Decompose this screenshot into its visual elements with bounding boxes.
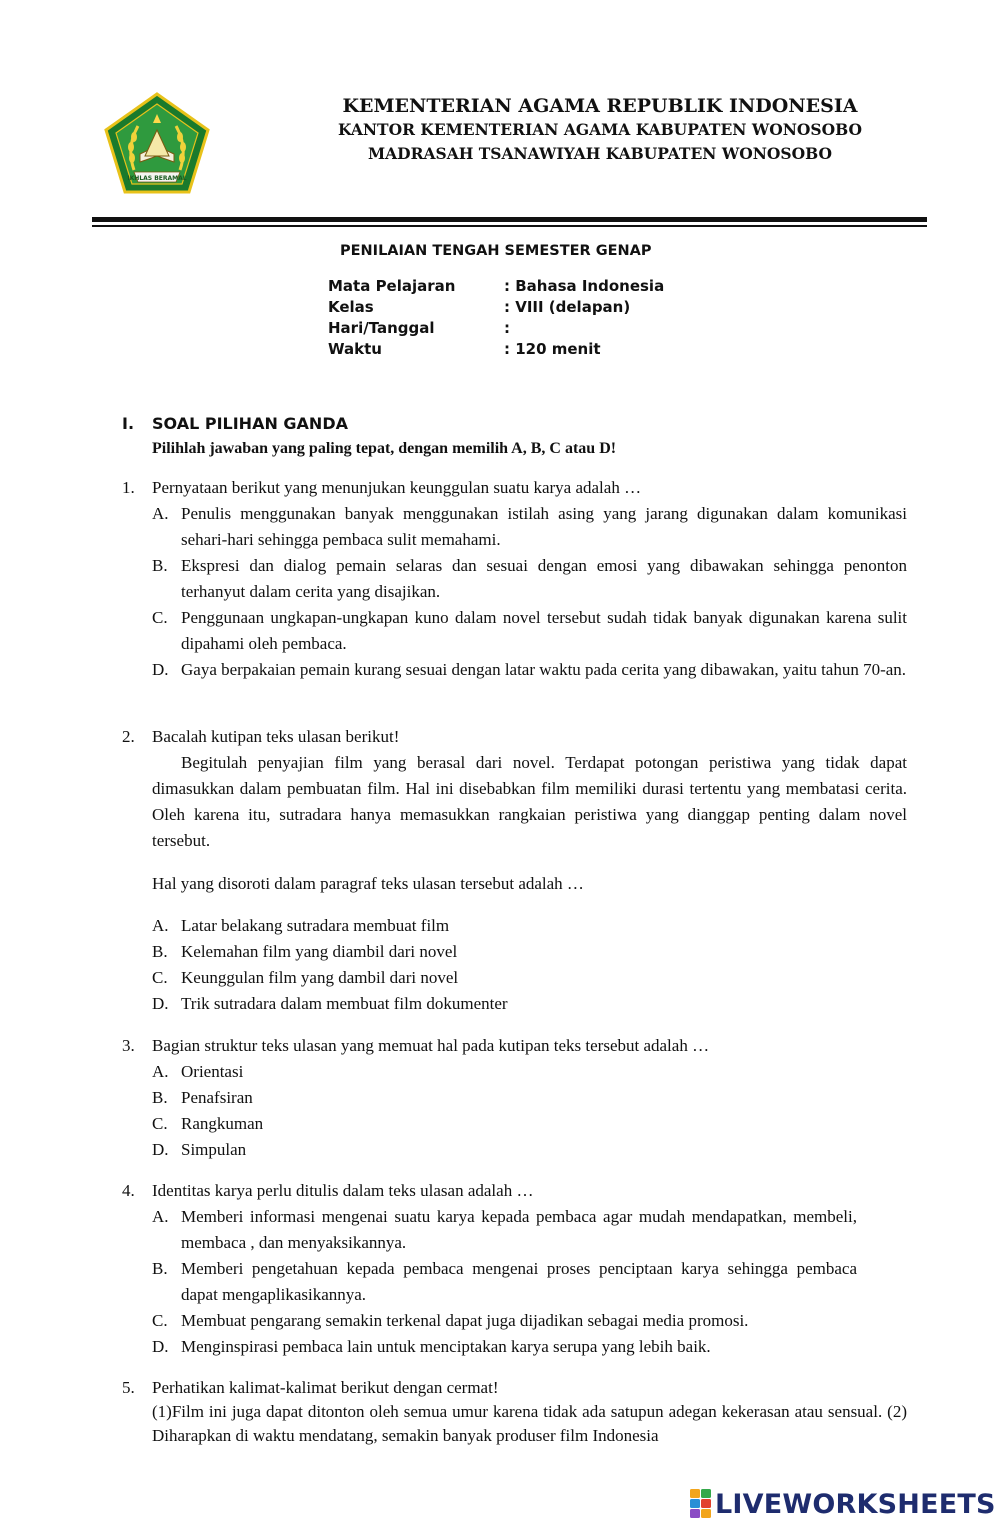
section-instruction: Pilihlah jawaban yang paling tepat, dengan memilih A, B, C atau D!: [152, 440, 617, 457]
logo-ribbon-text: IKHLAS BERAMAL: [127, 175, 187, 182]
option-a[interactable]: [152, 1204, 907, 1256]
question-prompt: Hal yang disoroti dalam paragraf teks ulasan tersebut adalah …: [152, 874, 584, 893]
option-c[interactable]: [152, 965, 907, 991]
option-a[interactable]: [152, 1059, 907, 1085]
option-letter: D.: [152, 994, 169, 1013]
option-c[interactable]: [152, 605, 907, 657]
option-c[interactable]: [152, 1111, 907, 1137]
liveworksheets-logo-icon: [690, 1489, 712, 1519]
option-text: Penulis menggunakan banyak menggunakan istilah asing yang jarang digunakan dalam komunikasi sehari-hari sehingga pembaca sulit memahami.: [181, 504, 907, 549]
option-letter: A.: [152, 1207, 169, 1226]
option-text: Gaya berpakaian pemain kurang sesuai dengan latar waktu pada cerita yang dibawakan, yaitu tahun 70-an.: [181, 660, 907, 679]
option-text: Simpulan: [181, 1140, 247, 1159]
option-b[interactable]: [152, 553, 907, 605]
section-title: SOAL PILIHAN GANDA: [152, 414, 348, 433]
info-label: Waktu: [328, 340, 382, 358]
option-text: Ekspresi dan dialog pemain selaras dan sesuai dengan emosi yang dibawakan sehingga penonton terhanyut dalam cerita yang disajikan.: [181, 556, 907, 601]
question-number: 3.: [122, 1036, 135, 1055]
option-text: Memberi informasi mengenai suatu karya kepada pembaca agar mudah mendapatkan, membeli, membaca , dan menyaksikannya.: [181, 1207, 857, 1252]
option-a[interactable]: [152, 913, 907, 939]
question-text: Bacalah kutipan teks ulasan berikut!: [152, 727, 400, 746]
info-label: Hari/Tanggal: [328, 319, 435, 337]
option-letter: C.: [152, 1311, 168, 1330]
option-text: Membuat pengarang semakin terkenal dapat juga dijadikan sebagai media promosi.: [181, 1311, 749, 1330]
option-d[interactable]: [152, 1137, 907, 1163]
institution-header: [290, 94, 910, 166]
option-text: Rangkuman: [181, 1114, 264, 1133]
option-d[interactable]: [152, 991, 907, 1017]
option-text: Latar belakang sutradara membuat film: [181, 916, 450, 935]
question-3: [122, 1033, 907, 1163]
question-4: [122, 1178, 907, 1360]
option-letter: D.: [152, 660, 169, 679]
option-text: Trik sutradara dalam membuat film dokumenter: [181, 994, 508, 1013]
option-letter: D.: [152, 1337, 169, 1356]
option-letter: B.: [152, 1259, 168, 1278]
option-letter: A.: [152, 1062, 169, 1081]
option-letter: C.: [152, 608, 168, 627]
option-text: Penafsiran: [181, 1088, 253, 1107]
info-value: :: [504, 319, 510, 337]
ministry-name: KEMENTERIAN AGAMA REPUBLIK INDONESIA: [342, 95, 858, 117]
option-b[interactable]: [152, 1256, 907, 1308]
office-name: KANTOR KEMENTERIAN AGAMA KABUPATEN WONOSOBO: [338, 120, 862, 139]
info-label: Mata Pelajaran: [328, 277, 456, 295]
option-b[interactable]: [152, 1085, 907, 1111]
option-text: Menginspirasi pembaca lain untuk menciptakan karya serupa yang lebih baik.: [181, 1337, 711, 1356]
option-text: Keunggulan film yang dambil dari novel: [181, 968, 459, 987]
info-value: : 120 menit: [504, 340, 601, 358]
info-value: : Bahasa Indonesia: [504, 277, 665, 295]
option-letter: D.: [152, 1140, 169, 1159]
question-text: Bagian struktur teks ulasan yang memuat hal pada kutipan teks tersebut adalah …: [152, 1036, 710, 1055]
option-text: Orientasi: [181, 1062, 244, 1081]
reading-passage: Begitulah penyajian film yang berasal dari novel. Terdapat potongan peristiwa yang tidak dapat dimasukkan dalam pembuatan film. Hal ini disebabkan film memiliki durasi tertentu yang membatasi cerita. Oleh karena itu, sutradara hanya memasukkan rangkaian peristiwa yang dianggap penting dalam novel tersebut.: [152, 753, 907, 850]
option-text: Memberi pengetahuan kepada pembaca mengenai proses penciptaan karya sehingga pembaca dapat mengaplikasikannya.: [181, 1259, 857, 1304]
option-letter: C.: [152, 968, 168, 987]
option-a[interactable]: [152, 501, 907, 553]
question-2: [122, 724, 907, 1017]
question-number: 2.: [122, 727, 135, 746]
option-b[interactable]: [152, 939, 907, 965]
option-text: Kelemahan film yang diambil dari novel: [181, 942, 458, 961]
question-number: 1.: [122, 478, 135, 497]
liveworksheets-brand[interactable]: [690, 1487, 996, 1521]
option-c[interactable]: [152, 1308, 907, 1334]
option-letter: A.: [152, 916, 169, 935]
question-text: Identitas karya perlu ditulis dalam teks ulasan adalah …: [152, 1181, 534, 1200]
option-letter: B.: [152, 942, 168, 961]
option-d[interactable]: [152, 1334, 907, 1360]
school-name: MADRASAH TSANAWIYAH KABUPATEN WONOSOBO: [367, 144, 833, 163]
section-number: I.: [122, 414, 135, 433]
option-letter: C.: [152, 1114, 168, 1133]
exam-title: PENILAIAN TENGAH SEMESTER GENAP: [340, 243, 652, 259]
info-label: Kelas: [328, 298, 374, 316]
option-letter: A.: [152, 504, 169, 523]
reading-passage: (1)Film ini juga dapat ditonton oleh semua umur karena tidak ada satupun adegan kekerasan atau sensual. (2) Diharapkan di waktu mendatang, semakin banyak produser film Indonesia: [152, 1402, 907, 1445]
option-text: Penggunaan ungkapan-ungkapan kuno dalam novel tersebut sudah tidak banyak digunakan karena sulit dipahami oleh pembaca.: [181, 608, 907, 653]
info-value: : VIII (delapan): [504, 298, 631, 316]
question-1: [122, 475, 907, 683]
header-divider-thin: [92, 225, 927, 227]
option-letter: B.: [152, 556, 168, 575]
question-5: [122, 1376, 907, 1448]
question-number: 4.: [122, 1181, 135, 1200]
question-text: Pernyataan berikut yang menunjukan keunggulan suatu karya adalah …: [152, 478, 642, 497]
kemenag-emblem-icon: [104, 92, 210, 194]
option-d[interactable]: [152, 657, 907, 683]
brand-name: LIVEWORKSHEETS: [715, 1488, 996, 1520]
question-text: Perhatikan kalimat-kalimat berikut dengan cermat!: [152, 1378, 499, 1397]
option-letter: B.: [152, 1088, 168, 1107]
question-number: 5.: [122, 1378, 135, 1397]
header-divider-thick: [92, 217, 927, 222]
